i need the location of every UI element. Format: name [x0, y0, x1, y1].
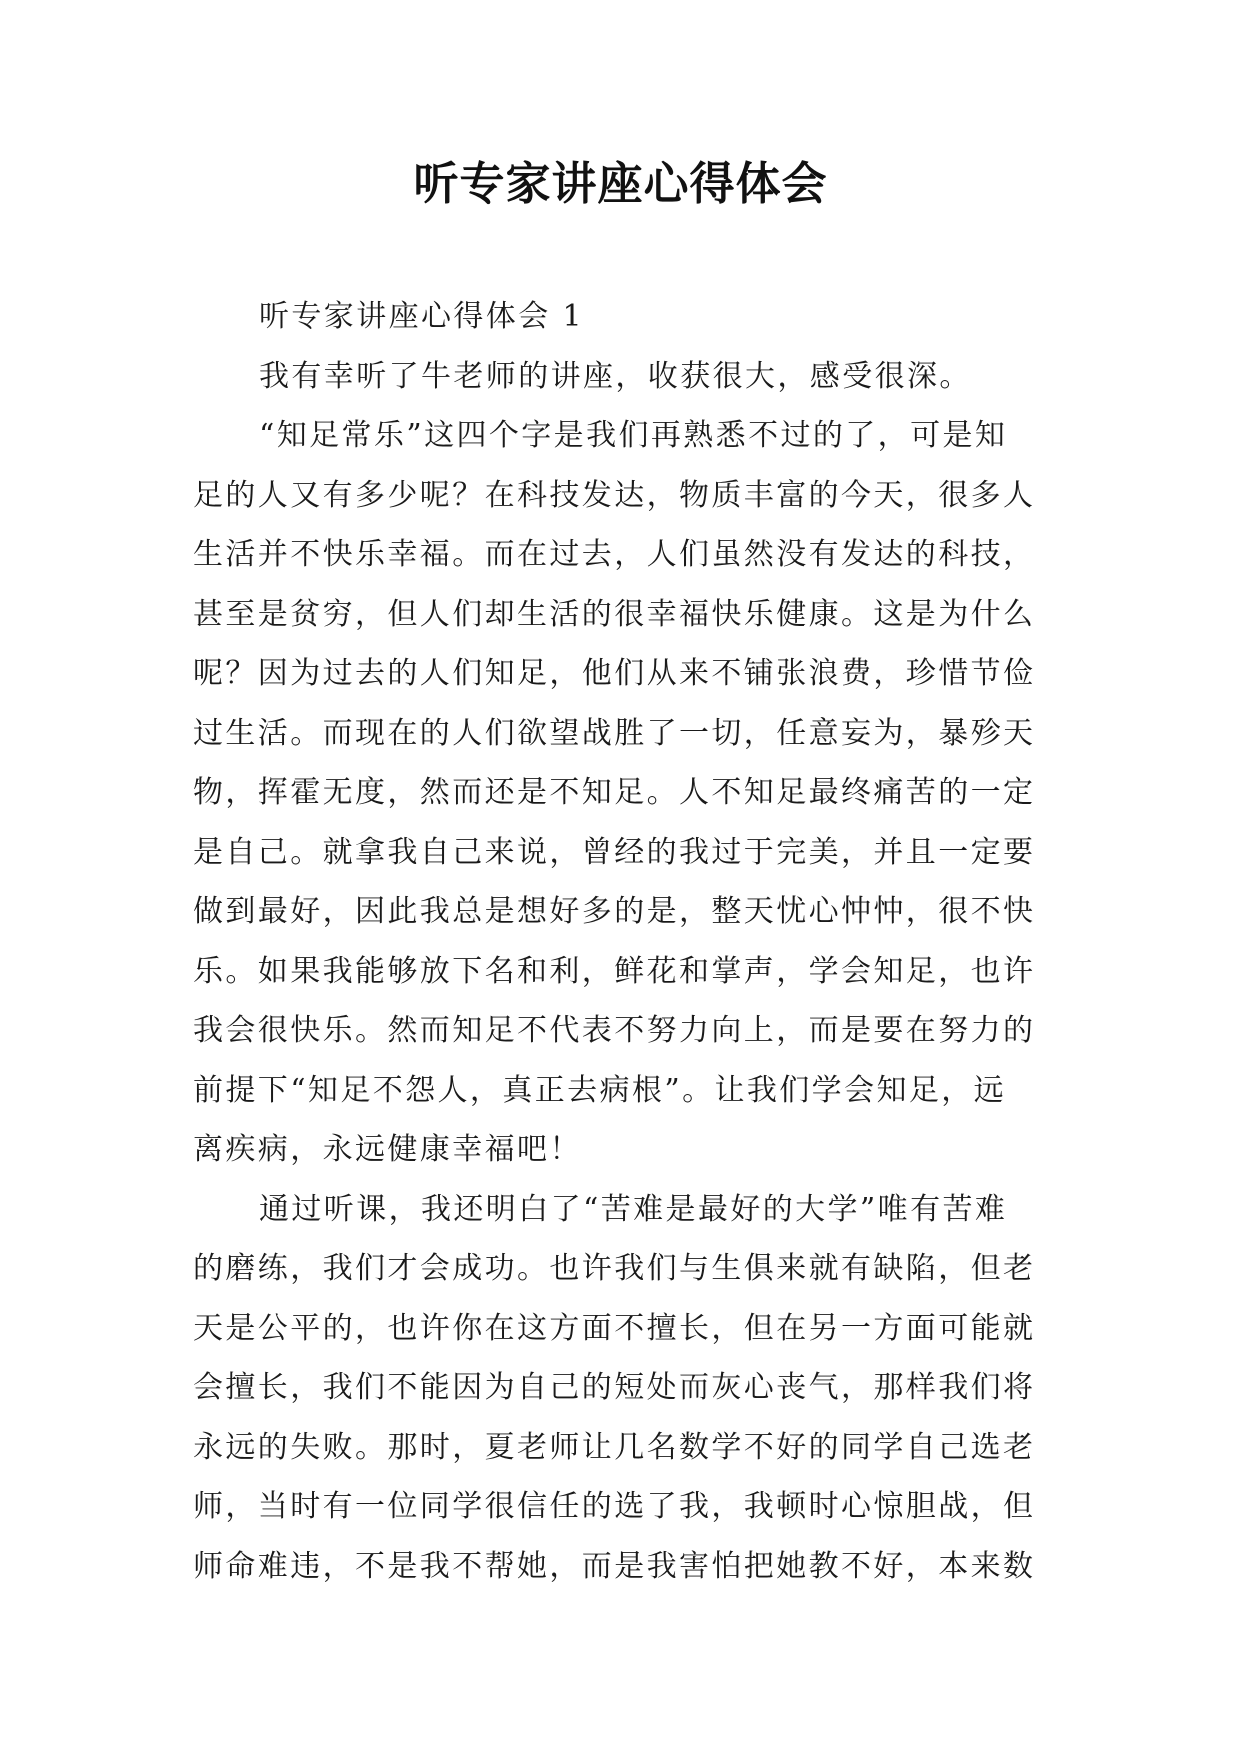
- paragraph-line: 前提下“知足不怨人，真正去病根”。让我们学会知足，远: [193, 1072, 1007, 1108]
- paragraph-line: 会擅长，我们不能因为自己的短处而灰心丧气，那样我们将: [193, 1370, 1036, 1405]
- paragraph-intro: 我有幸听了牛老师的讲座，收获很大，感受很深。: [259, 358, 972, 394]
- paragraph-line: 离疾病，永远健康幸福吧！: [193, 1132, 582, 1167]
- paragraph-line: 过生活。而现在的人们欲望战胜了一切，任意妄为，暴殄天: [193, 715, 1036, 751]
- paragraph-line: 甚至是贫穷，但人们却生活的很幸福快乐健康。这是为什么: [193, 596, 1036, 632]
- paragraph-line: 做到最好，因此我总是想好多的是，整天忧心忡忡，很不快: [193, 894, 1036, 929]
- document-body: [193, 287, 1053, 1596]
- paragraph-line: 呢？因为过去的人们知足，他们从来不铺张浪费，珍惜节俭: [193, 656, 1036, 691]
- paragraph-line: 天是公平的，也许你在这方面不擅长，但在另一方面可能就: [193, 1310, 1036, 1346]
- paragraph-line: 永远的失败。那时，夏老师让几名数学不好的同学自己选老: [193, 1429, 1036, 1465]
- paragraph-line: 乐。如果我能够放下名和利，鲜花和掌声，学会知足，也许: [193, 953, 1036, 989]
- paragraph-line: 足的人又有多少呢？在科技发达，物质丰富的今天，很多人: [193, 477, 1036, 513]
- paragraph-line: 是自己。就拿我自己来说，曾经的我过于完美，并且一定要: [193, 834, 1036, 870]
- paragraph-line: 的磨练，我们才会成功。也许我们与生俱来就有缺陷，但老: [193, 1251, 1036, 1286]
- paragraph-line: 我会很快乐。然而知足不代表不努力向上，而是要在努力的: [193, 1013, 1036, 1048]
- paragraph-line: 物，挥霍无度，然而还是不知足。人不知足最终痛苦的一定: [193, 775, 1036, 810]
- paragraph-line: 师命难违，不是我不帮她，而是我害怕把她教不好，本来数: [193, 1548, 1036, 1584]
- paragraph-line: 师，当时有一位同学很信任的选了我，我顿时心惊胆战，但: [193, 1489, 1036, 1524]
- paragraph-line: 生活并不快乐幸福。而在过去，人们虽然没有发达的科技，: [193, 537, 1036, 572]
- paragraph-hardship: [193, 1180, 1053, 1597]
- document-title: 听专家讲座心得体会: [413, 157, 828, 210]
- paragraph-contentment: [193, 406, 1053, 1180]
- section-heading: 听专家讲座心得体会 1: [259, 299, 585, 334]
- paragraph-line: “知足常乐”这四个字是我们再熟悉不过的了，可是知: [259, 418, 1008, 453]
- paragraph-line: 通过听课，我还明白了“苦难是最好的大学”唯有苦难: [259, 1191, 1008, 1227]
